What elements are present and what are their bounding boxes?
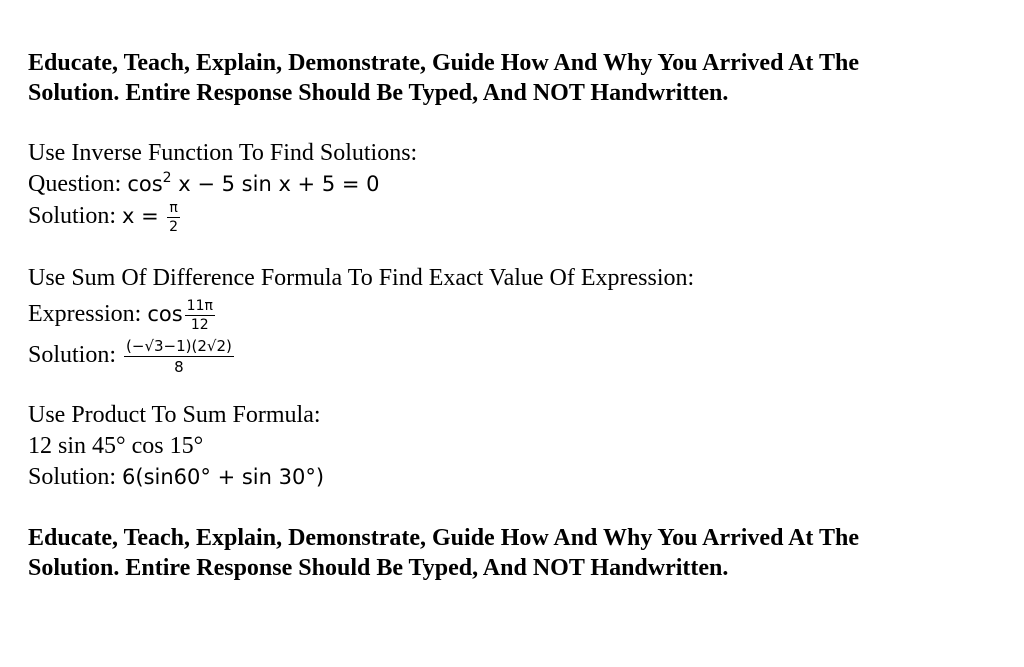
problem2-solution-fraction (124, 337, 234, 376)
instructions-header (28, 48, 998, 108)
problem2-solution (28, 337, 998, 376)
problem2-solution-label: Solution: (28, 342, 123, 369)
problem2-expression (28, 298, 998, 333)
problem-sum-difference (28, 263, 998, 376)
problem2-expression-fraction (185, 298, 215, 333)
problem1-solution-label: Solution: (28, 203, 123, 230)
instructions-header-line2: Solution. Entire Response Should Be Typed, And NOT Handwritten. (28, 80, 729, 106)
fraction-denominator: 12 (190, 317, 209, 333)
instructions-header-line1: Educate, Teach, Explain, Demonstrate, Guide How And Why You Arrived At The (28, 50, 859, 76)
problem2-expression-func: cos (147, 302, 183, 327)
instructions-footer-line1: Educate, Teach, Explain, Demonstrate, Guide How And Why You Arrived At The (28, 525, 859, 551)
instructions-footer (28, 523, 998, 583)
problem3-expression-rest: sin 45° cos 15° (52, 433, 204, 459)
problem1-question-cos: cos (127, 172, 163, 196)
problem-inverse-function (28, 138, 998, 235)
problem1-solution-lhs: x = (122, 204, 166, 229)
problem1-heading: Use Inverse Function To Find Solutions: (28, 140, 418, 166)
fraction-denominator: 2 (169, 219, 179, 235)
problem3-solution-value: 6(sin60° + sin 30°) (122, 465, 325, 489)
problem1-question-rest: x − 5 sin x + 5 = 0 (171, 172, 380, 196)
problem3-heading: Use Product To Sum Formula: (28, 402, 321, 428)
problem2-heading: Use Sum Of Difference Formula To Find Exact Value Of Expression: (28, 265, 695, 291)
fraction-numerator: π (169, 200, 178, 216)
fraction-denominator: 8 (174, 358, 184, 376)
problem1-question (28, 169, 998, 200)
problem1-solution-fraction (167, 200, 179, 235)
problem1-solution (28, 200, 998, 235)
fraction-numerator: 11π (186, 298, 213, 314)
problem1-question-exponent: 2 (162, 170, 172, 186)
problem3-expression (28, 431, 998, 462)
instructions-footer-line2: Solution. Entire Response Should Be Typed, And NOT Handwritten. (28, 555, 729, 581)
problem1-question-label: Question: (28, 171, 128, 197)
problem3-expression-number: 12 (28, 433, 52, 459)
problem3-solution-label: Solution: (28, 464, 123, 490)
fraction-numerator: (−√3−1)(2√2) (126, 337, 232, 355)
problem2-expression-label: Expression: (28, 301, 148, 328)
problem-product-to-sum (28, 400, 998, 493)
problem3-solution (28, 462, 998, 493)
document-page (28, 48, 998, 583)
